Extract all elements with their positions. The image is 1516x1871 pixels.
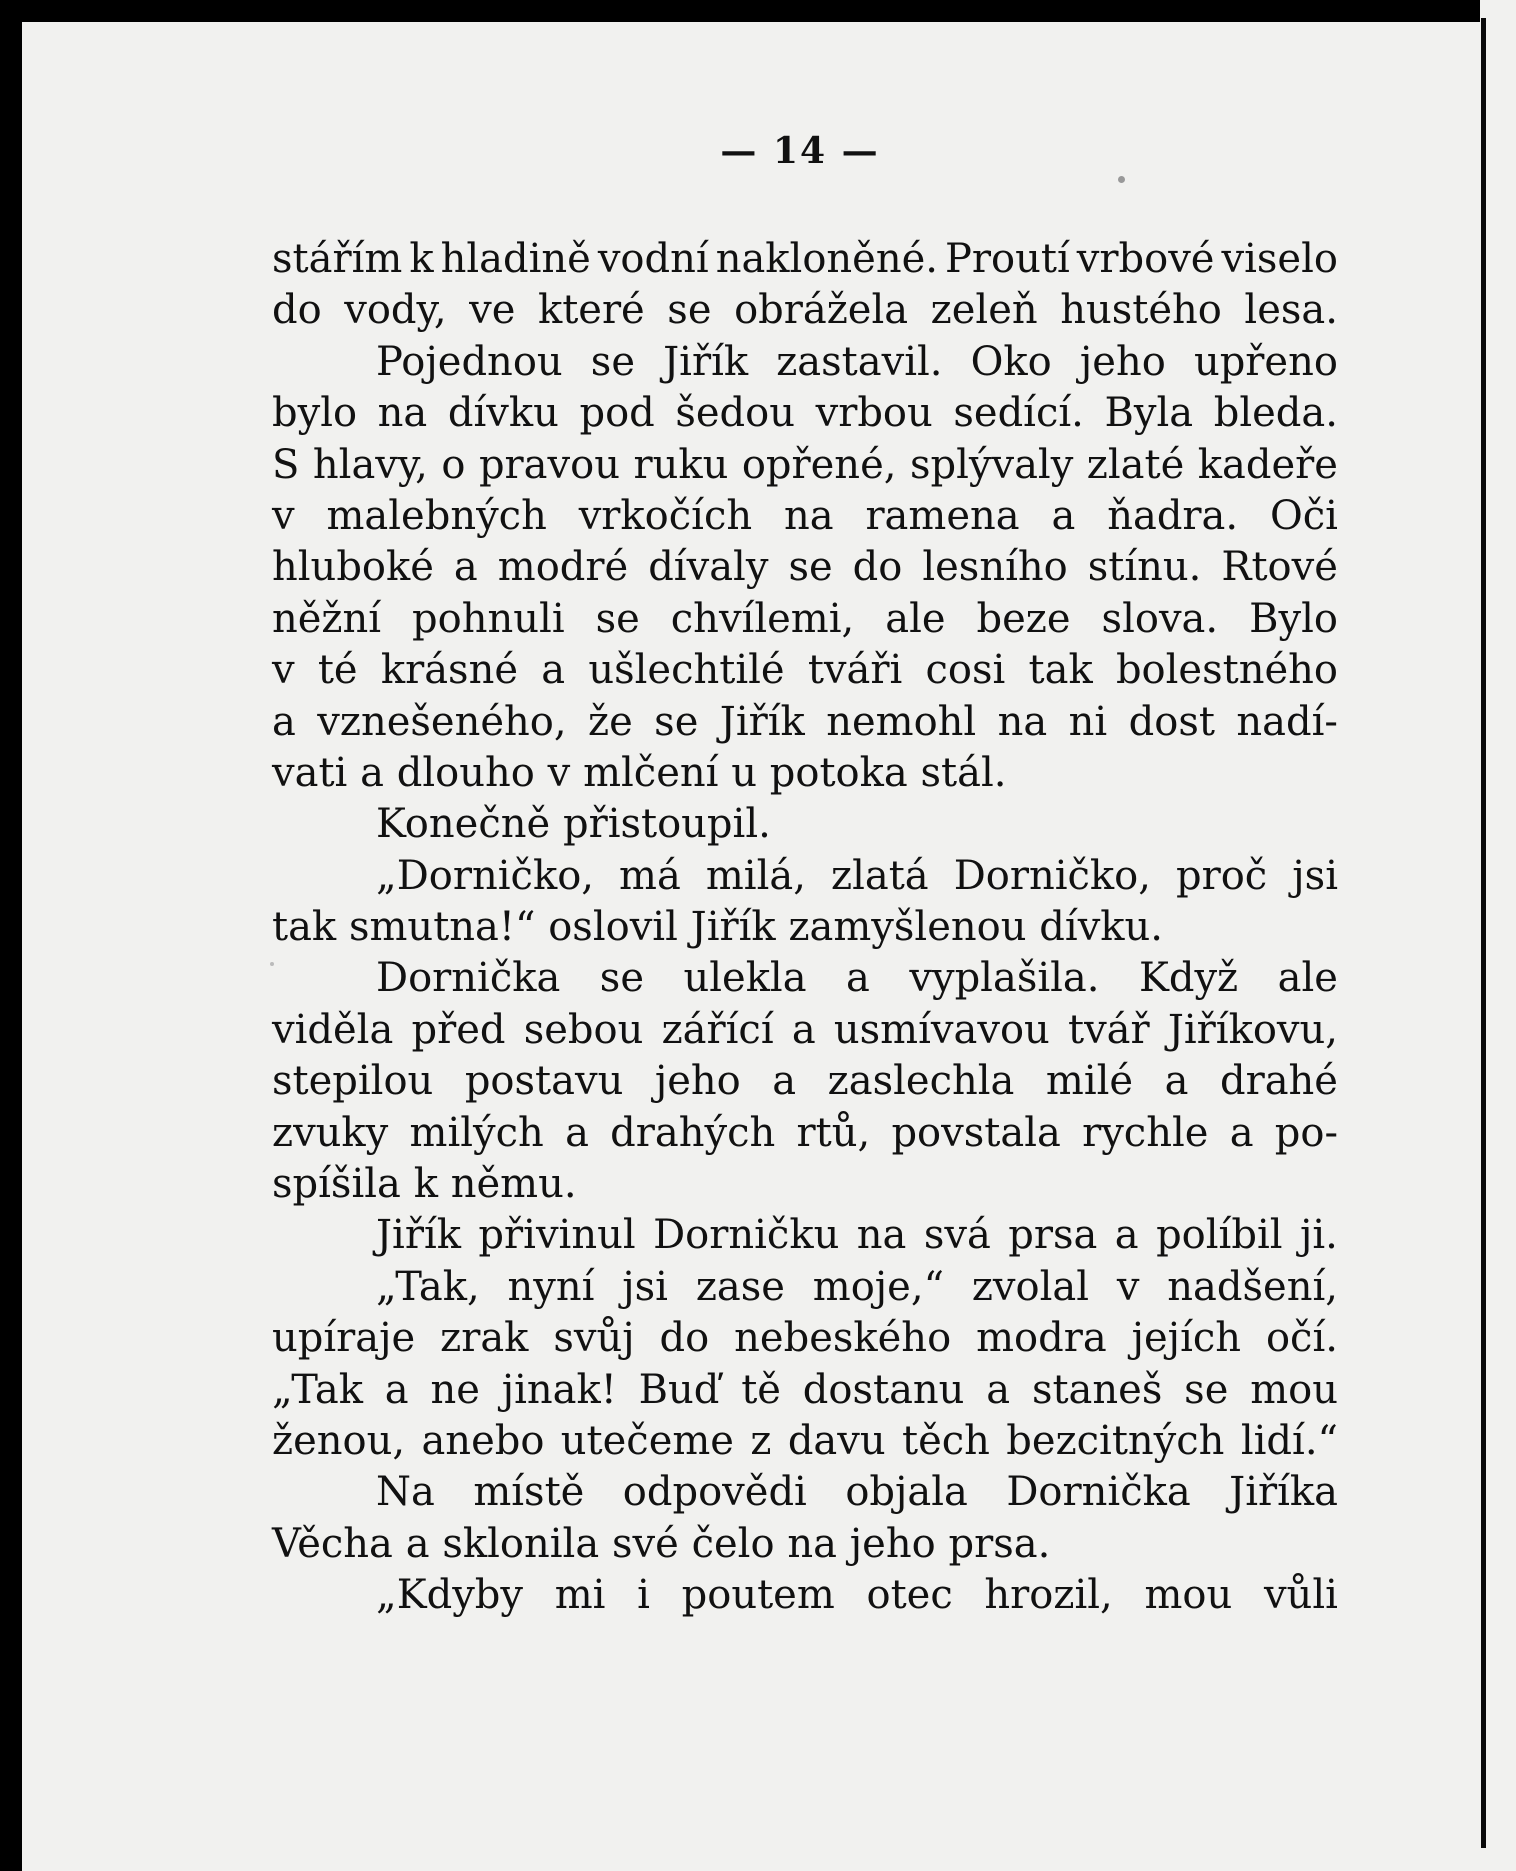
word: nakloněné. — [715, 236, 938, 282]
word: své — [612, 1520, 679, 1567]
word: zvolal — [971, 1263, 1090, 1310]
text-line — [272, 1108, 1338, 1159]
word: na — [783, 492, 834, 539]
word: stínu. — [1087, 544, 1202, 591]
word: dívku. — [1039, 904, 1164, 951]
word: očí. — [1265, 1315, 1338, 1362]
word: slova. — [1101, 595, 1219, 642]
word: místě — [473, 1469, 585, 1516]
word: ne — [430, 1366, 480, 1413]
word: Proutí — [945, 236, 1070, 282]
word: těch — [902, 1417, 990, 1464]
word: Dornička — [376, 955, 561, 1002]
header-dash-right: — — [841, 130, 880, 172]
word: políbil — [1156, 1212, 1283, 1259]
word: jsi — [622, 1263, 668, 1310]
word: dlouho — [396, 749, 535, 796]
text-line — [272, 542, 1338, 593]
word: na — [787, 1520, 837, 1567]
word: Byla — [1104, 390, 1194, 437]
word: dost — [1128, 698, 1215, 745]
word: „Kdyby — [376, 1572, 524, 1619]
word: viděla — [272, 1006, 394, 1053]
word: šedou — [675, 390, 796, 437]
word: k — [409, 236, 434, 282]
text-line — [272, 1005, 1338, 1056]
word: ale — [885, 595, 946, 642]
text-line — [272, 645, 1338, 696]
word: a — [986, 1366, 1011, 1413]
body-text — [272, 234, 1338, 1622]
word: a — [791, 1006, 816, 1053]
word: jeho — [1079, 338, 1166, 385]
page-number: 14 — [772, 130, 828, 172]
word: povstala — [891, 1109, 1061, 1156]
word: rtů, — [796, 1109, 871, 1156]
word: otec — [866, 1572, 953, 1619]
word: k — [413, 1161, 438, 1208]
word: proč — [1176, 852, 1268, 899]
text-line — [272, 1570, 1338, 1621]
word: spíšila — [272, 1161, 401, 1208]
word: v — [547, 749, 571, 796]
word: se — [788, 544, 833, 591]
word: bezcitných — [1006, 1417, 1225, 1464]
word: smutna!“ — [348, 904, 536, 951]
word: vrbové — [1076, 236, 1215, 282]
word: přivinul — [478, 1212, 636, 1259]
text-line — [272, 285, 1338, 336]
word: viselo — [1221, 236, 1338, 282]
word: upřeno — [1193, 338, 1338, 385]
text-line — [272, 697, 1338, 748]
text-line — [272, 953, 1338, 1004]
word: přistoupil. — [562, 801, 771, 848]
word: do — [852, 544, 903, 591]
word: cosi — [925, 647, 1006, 694]
word: Jiřík — [690, 904, 776, 951]
word: a — [1114, 1212, 1139, 1259]
text-line — [272, 799, 1338, 850]
word: dostanu — [802, 1366, 965, 1413]
word: zase — [695, 1263, 785, 1310]
word: opřené, — [741, 441, 897, 488]
word: milá, — [705, 852, 806, 899]
word: Oko — [970, 338, 1052, 385]
word: „Tak, — [376, 1263, 480, 1310]
word: tě — [741, 1366, 781, 1413]
word: mou — [1144, 1572, 1233, 1619]
binding-edge — [1480, 0, 1516, 1871]
word: bolestného — [1115, 647, 1338, 694]
word: Jiřík — [376, 1212, 461, 1259]
word: ušlechtilé — [588, 647, 785, 694]
word: zlaté — [1086, 441, 1185, 488]
word: lesního — [922, 544, 1068, 591]
word: té — [317, 647, 358, 694]
word: modré — [497, 544, 629, 591]
word: moje,“ — [812, 1263, 945, 1310]
word: usmívavou — [833, 1006, 1050, 1053]
text-line — [272, 440, 1338, 491]
word: Dorničko, — [953, 852, 1151, 899]
word: prsa — [1008, 1212, 1098, 1259]
word: a — [1051, 492, 1076, 539]
word: po- — [1274, 1109, 1338, 1156]
word: bylo — [272, 390, 358, 437]
text-line — [272, 234, 1338, 285]
word: a — [272, 698, 296, 745]
word: na — [997, 698, 1048, 745]
text-line — [272, 1159, 1338, 1210]
word: zeleň — [930, 287, 1038, 334]
word: tváři — [807, 647, 903, 694]
word: pravou — [478, 441, 620, 488]
word: se — [667, 287, 712, 334]
header-dash-left: — — [720, 130, 759, 172]
word: svá — [923, 1212, 991, 1259]
word: a — [405, 1520, 430, 1567]
word: vůli — [1263, 1572, 1338, 1619]
text-line — [272, 491, 1338, 542]
word: tvář — [1068, 1006, 1150, 1053]
word: i — [637, 1572, 650, 1619]
word: sebou — [523, 1006, 644, 1053]
word: prsa. — [948, 1520, 1051, 1567]
word: potoka — [769, 749, 908, 796]
word: Jiřík — [719, 698, 805, 745]
word: v — [272, 492, 295, 539]
word: a — [772, 1058, 797, 1105]
word: anebo — [421, 1417, 545, 1464]
word: drahých — [610, 1109, 776, 1156]
word: mou — [1250, 1366, 1338, 1413]
word: sedící. — [953, 390, 1084, 437]
word: kadeře — [1197, 441, 1338, 488]
word: Dorničku — [653, 1212, 840, 1259]
word: ale — [1277, 955, 1338, 1002]
word: „Tak — [272, 1366, 363, 1413]
word: Jiřík — [663, 338, 749, 385]
speck — [1118, 176, 1125, 183]
word: Dornička — [1006, 1469, 1191, 1516]
word: nyní — [507, 1263, 595, 1310]
text-line — [272, 594, 1338, 645]
word: rychle — [1082, 1109, 1209, 1156]
text-line — [272, 851, 1338, 902]
word: ruku — [633, 441, 729, 488]
word: zaslechla — [827, 1058, 1015, 1105]
word: Na — [376, 1469, 435, 1516]
word: jeho — [849, 1520, 936, 1567]
word: odpovědi — [622, 1469, 807, 1516]
word: S — [272, 441, 300, 488]
word: milé — [1045, 1058, 1134, 1105]
word: ňadra. — [1107, 492, 1239, 539]
word: zlatá — [831, 852, 929, 899]
word: splývaly — [909, 441, 1074, 488]
word: Věcha — [272, 1520, 393, 1567]
text-line — [272, 1519, 1338, 1570]
word: nebeského — [734, 1315, 952, 1362]
word: hluboké — [272, 544, 434, 591]
word: svůj — [553, 1315, 635, 1362]
word: vrbou — [815, 390, 933, 437]
word: mlčení — [583, 749, 719, 796]
text-line — [272, 1416, 1338, 1467]
word: stářím — [272, 236, 403, 282]
word: jsi — [1292, 852, 1338, 899]
word: ni — [1068, 698, 1108, 745]
word: upíraje — [272, 1315, 416, 1362]
word: stál. — [920, 749, 1007, 796]
word: jeho — [654, 1058, 741, 1105]
text-line — [272, 388, 1338, 439]
word: Buď — [638, 1366, 720, 1413]
word: má — [619, 852, 681, 899]
word: staneš — [1031, 1366, 1163, 1413]
word: malebných — [326, 492, 547, 539]
word: dívaly — [648, 544, 769, 591]
word: stepilou — [272, 1058, 434, 1105]
word: davu — [787, 1417, 886, 1464]
word: postavu — [464, 1058, 624, 1105]
text-line — [272, 1262, 1338, 1313]
word: milých — [409, 1109, 544, 1156]
word: do — [272, 287, 322, 334]
word: že — [588, 698, 633, 745]
word: mi — [554, 1572, 606, 1619]
word: v — [272, 647, 295, 694]
word: a — [565, 1109, 589, 1156]
word: vati — [272, 749, 348, 796]
text-line — [272, 337, 1338, 388]
word: na — [377, 390, 428, 437]
text-line — [272, 1313, 1338, 1364]
word: a — [1164, 1058, 1189, 1105]
word: hladině — [440, 236, 591, 282]
word: poutem — [681, 1572, 835, 1619]
text-line — [272, 1056, 1338, 1107]
word: bleda. — [1213, 390, 1338, 437]
word: vodní — [597, 236, 709, 282]
word: před — [411, 1006, 506, 1053]
text-line — [272, 902, 1338, 953]
word: ulekla — [683, 955, 807, 1002]
text-line — [272, 748, 1338, 799]
word: se — [590, 338, 635, 385]
word: vyplašila. — [909, 955, 1100, 1002]
word: oslovil — [548, 904, 678, 951]
word: beze — [976, 595, 1071, 642]
word: a — [453, 544, 478, 591]
word: objala — [845, 1469, 968, 1516]
word: z — [750, 1417, 772, 1464]
word: Když — [1138, 955, 1239, 1002]
word: a — [360, 749, 384, 796]
word: „Dorničko, — [376, 852, 594, 899]
word: a — [1229, 1109, 1254, 1156]
word: modra — [976, 1315, 1107, 1362]
word: zvuky — [272, 1109, 389, 1156]
word: utečeme — [560, 1417, 734, 1464]
text-line — [272, 1365, 1338, 1416]
word: ramena — [865, 492, 1020, 539]
word: němu. — [450, 1161, 577, 1208]
word: zastavil. — [776, 338, 943, 385]
word: které — [537, 287, 645, 334]
word: tak — [1028, 647, 1093, 694]
word: se — [1184, 1366, 1229, 1413]
word: o — [441, 441, 466, 488]
word: ženou, — [272, 1417, 406, 1464]
word: v — [1116, 1263, 1140, 1310]
word: a — [541, 647, 566, 694]
word: pohnuli — [412, 595, 565, 642]
word: Jiříkovu, — [1167, 1006, 1338, 1053]
running-header — [680, 130, 920, 172]
word: se — [599, 955, 644, 1002]
word: zářící — [661, 1006, 774, 1053]
word: do — [659, 1315, 710, 1362]
word: nadí- — [1236, 698, 1338, 745]
word: hrozil, — [984, 1572, 1113, 1619]
word: zrak — [440, 1315, 529, 1362]
word: Pojednou — [376, 338, 563, 385]
word: drahé — [1219, 1058, 1338, 1105]
word: Rtové — [1221, 544, 1338, 591]
word: a — [846, 955, 870, 1002]
word: Jiříka — [1229, 1469, 1338, 1516]
word: lesa. — [1244, 287, 1338, 334]
word: vody, — [344, 287, 447, 334]
word: zamyšlenou — [788, 904, 1027, 951]
word: ji. — [1299, 1212, 1338, 1259]
word: tak — [272, 904, 337, 951]
word: čelo — [691, 1520, 775, 1567]
text-line — [272, 1210, 1338, 1261]
word: u — [731, 749, 757, 796]
word: Bylo — [1249, 595, 1338, 642]
word: pod — [579, 390, 655, 437]
word: jinak! — [501, 1366, 617, 1413]
word: hustého — [1060, 287, 1222, 334]
word: Oči — [1269, 492, 1338, 539]
word: hlavy, — [312, 441, 428, 488]
word: sklonila — [442, 1520, 600, 1567]
word: nemohl — [826, 698, 977, 745]
word: Konečně — [376, 801, 551, 848]
word: nadšení, — [1167, 1263, 1338, 1310]
word: něžní — [272, 595, 382, 642]
text-line — [272, 1467, 1338, 1518]
word: chvílemi, — [670, 595, 855, 642]
word: ve — [469, 287, 516, 334]
word: dívku — [447, 390, 559, 437]
word: vznešeného, — [317, 698, 567, 745]
word: se — [595, 595, 640, 642]
word: jejích — [1131, 1315, 1242, 1362]
word: obrážela — [734, 287, 909, 334]
word: lidí.“ — [1240, 1417, 1338, 1464]
word: krásné — [380, 647, 518, 694]
word: vrkočích — [578, 492, 753, 539]
word: a — [384, 1366, 409, 1413]
word: se — [654, 698, 699, 745]
word: na — [856, 1212, 907, 1259]
binding-shadow — [1481, 18, 1486, 1848]
